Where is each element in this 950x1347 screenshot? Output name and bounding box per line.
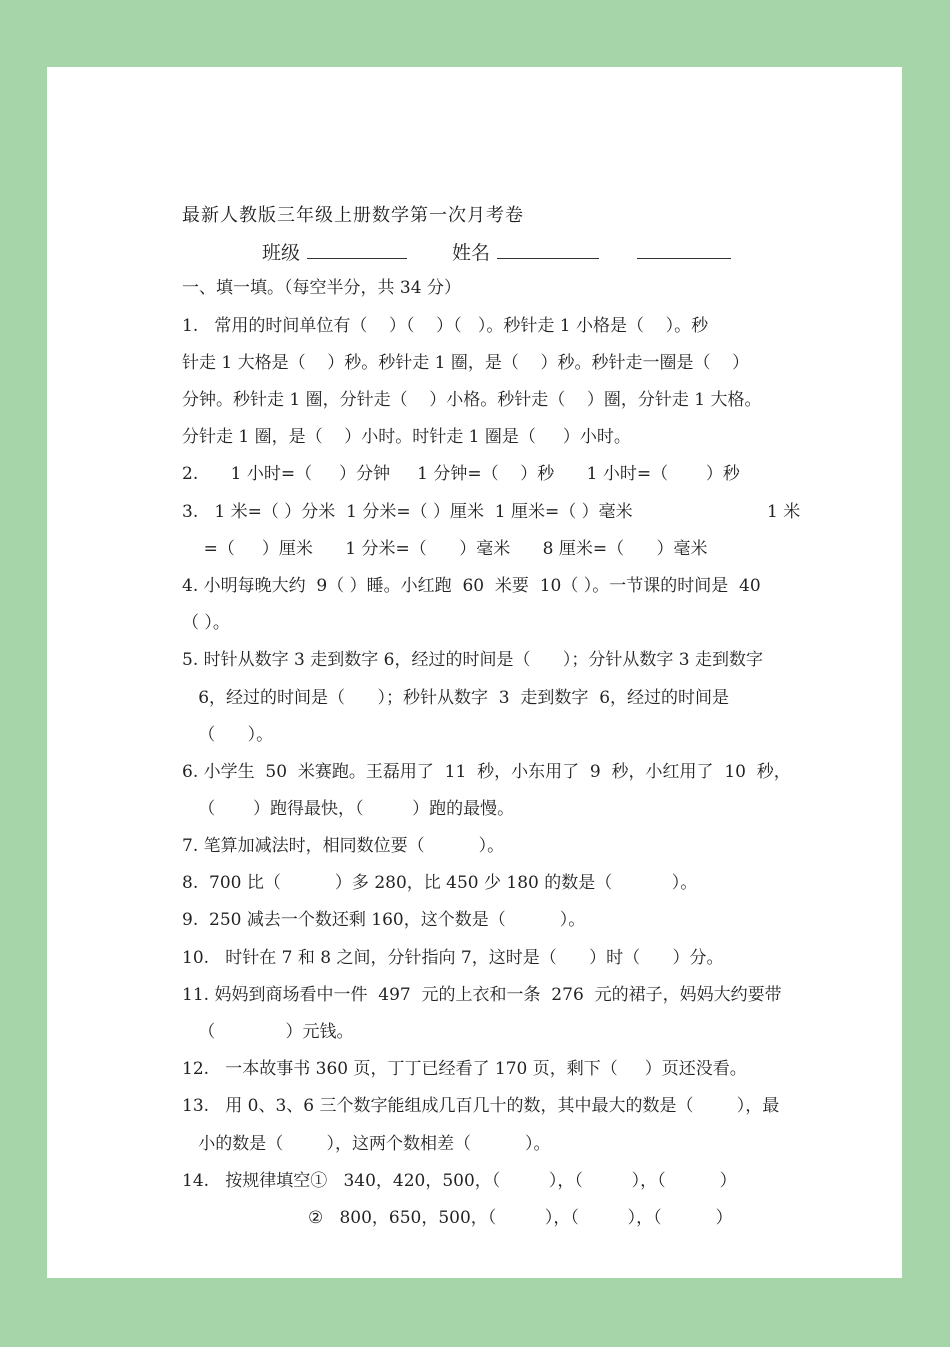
class-blank[interactable] — [307, 258, 407, 259]
question-7-line-1: 7. 笔算加减法时，相同数位要（ ）。 — [182, 836, 505, 856]
question-3-line-1: 3. 1 米=（ ）分米 1 分米=（ ）厘米 1 厘米=（ ）毫米 — [182, 502, 633, 522]
question-6-line-2: （ ）跑得最快，（ ）跑的最慢。 — [182, 799, 515, 819]
question-12-line-1: 12. 一本故事书 360 页，丁丁已经看了 170 页，剩下（ ）页还没看。 — [182, 1059, 747, 1079]
question-1-line-3: 分钟。秒针走 1 圈，分针走（ ）小格。秒针走（ ）圈，分针走 1 大格。 — [182, 390, 762, 410]
question-9-line-1: 9. 250 减去一个数还剩 160，这个数是（ ）。 — [182, 910, 586, 930]
question-1-line-2: 针走 1 大格是（ ）秒。秒针走 1 圈，是（ ）秒。秒针走一圈是（ ） — [182, 353, 750, 373]
question-13-line-2: 小的数是（ ），这两个数相差（ ）。 — [182, 1134, 551, 1154]
exam-title: 最新人教版三年级上册数学第一次月考卷 — [182, 205, 524, 226]
name-blank[interactable] — [497, 258, 599, 259]
question-6-line-1: 6. 小学生 50 米赛跑。王磊用了 11 秒，小东用了 9 秒，小红用了 10 秒， — [182, 762, 791, 782]
class-label: 班级 — [262, 242, 301, 264]
question-5-line-1: 5. 时针从数字 3 走到数字 6，经过的时间是（ ）；分针从数字 3 走到数字 — [182, 650, 764, 670]
question-8-line-1: 8. 700 比（ ）多 280，比 450 少 180 的数是（ ）。 — [182, 873, 698, 893]
question-5-line-3: （ ）。 — [182, 725, 274, 745]
question-3-line-2: =（ ）厘米 1 分米=（ ）毫米 8 厘米=（ ）毫米 — [182, 539, 708, 559]
question-2-line-1: 2. 1 小时=（ ）分钟 1 分钟=（ ）秒 1 小时=（ ）秒 — [182, 464, 740, 484]
section-heading: 一、填一填。（每空半分，共 34 分） — [182, 278, 461, 298]
student-info-row — [0, 236, 950, 266]
extra-blank[interactable] — [637, 258, 731, 259]
question-11-line-1: 11. 妈妈到商场看中一件 497 元的上衣和一条 276 元的裙子，妈妈大约要带 — [182, 985, 782, 1005]
question-5-line-2: 6，经过的时间是（ ）；秒针从数字 3 走到数字 6，经过的时间是 — [182, 688, 730, 708]
question-3-line-1-right: 1 米 — [767, 502, 801, 522]
question-1-line-4: 分针走 1 圈，是（ ）小时。时针走 1 圈是（ ）小时。 — [182, 427, 631, 447]
question-1-line-1: 1. 常用的时间单位有（ ）（ ）（ ）。秒针走 1 小格是（ ）。秒 — [182, 316, 709, 336]
question-13-line-1: 13. 用 0、3、6 三个数字能组成几百几十的数，其中最大的数是（ ），最 — [182, 1096, 780, 1116]
name-label: 姓名 — [452, 242, 491, 264]
question-4-line-2: （ ）。 — [182, 613, 230, 633]
question-14-line-1: 14. 按规律填空① 340，420，500，（ ），（ ），（ ） — [182, 1171, 737, 1191]
question-4-line-1: 4. 小明每晚大约 9（ ）睡。小红跑 60 米要 10（ ）。一节课的时间是 40 — [182, 576, 761, 596]
question-14-line-2: ② 800，650，500，（ ），（ ），（ ） — [308, 1208, 733, 1228]
question-11-line-2: （ ）元钱。 — [182, 1022, 354, 1042]
question-10-line-1: 10. 时针在 7 和 8 之间，分针指向 7，这时是（ ）时（ ）分。 — [182, 948, 724, 968]
